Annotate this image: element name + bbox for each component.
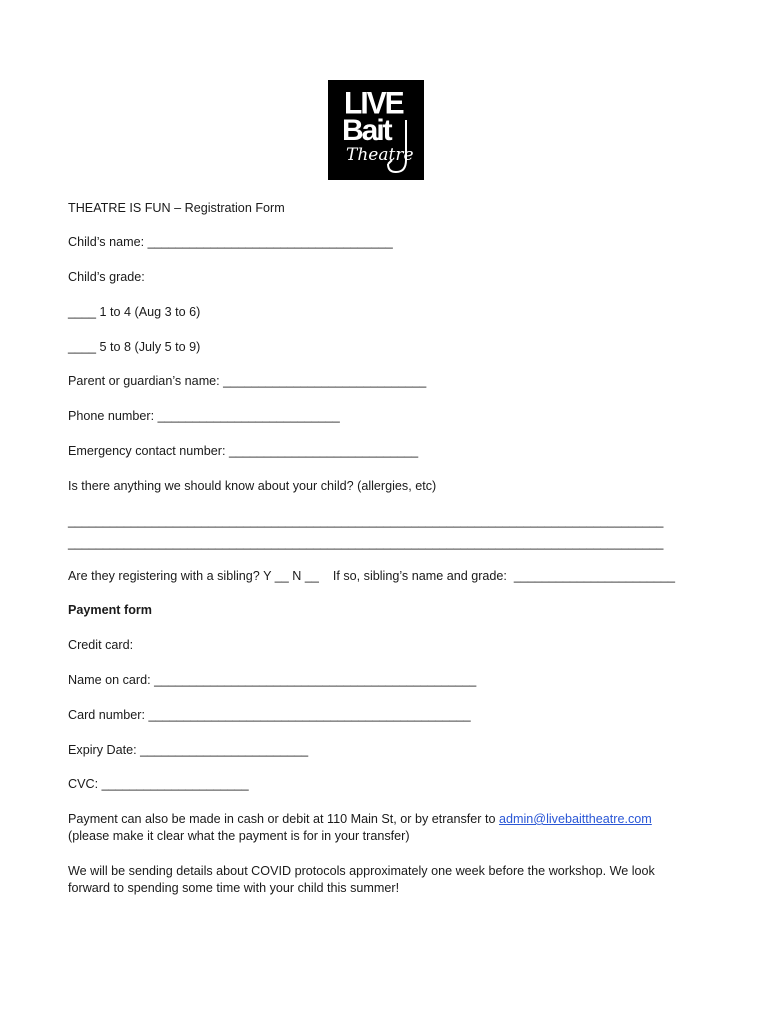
childs-grade-label: Child’s grade:	[68, 270, 145, 284]
answer-blank-line-2: _____________________________________________________________________________________	[68, 536, 664, 550]
fish-hook-icon	[328, 80, 424, 180]
name-on-card-field: Name on card: ______________________________________________	[68, 673, 477, 687]
sibling-question: Are they registering with a sibling? Y __ N __ If so, sibling’s name and grade: _______________________	[68, 569, 676, 583]
parent-name-field: Parent or guardian’s name: _____________________________	[68, 374, 427, 388]
card-number-field: Card number: ______________________________________________	[68, 708, 471, 722]
alt-payment-note: (please make it clear what the payment is for in your transfer)	[68, 829, 410, 843]
grade-option-1-to-4: ____ 1 to 4 (Aug 3 to 6)	[68, 305, 201, 319]
email-link[interactable]: admin@livebaittheatre.com	[499, 812, 652, 826]
logo-bait-text: Bait	[342, 114, 391, 147]
answer-blank-line-1: _____________________________________________________________________________________	[68, 514, 664, 528]
alt-payment-line	[68, 811, 652, 828]
cvc-field: CVC: _____________________	[68, 777, 249, 791]
closing-text-line-2: forward to spending some time with your child this summer!	[68, 881, 400, 895]
grade-option-5-to-8: ____ 5 to 8 (July 5 to 9)	[68, 340, 201, 354]
closing-text-line-1: We will be sending details about COVID protocols approximately one week before the workshop. We look	[68, 864, 655, 878]
childs-name-field: Child’s name: ___________________________________	[68, 235, 393, 249]
alt-payment-text: Payment can also be made in cash or debit at 110 Main St, or by etransfer to	[68, 812, 499, 826]
phone-number-field: Phone number: __________________________	[68, 409, 340, 423]
logo-live-text: LIVE	[344, 86, 403, 121]
logo-theatre-text: Theatre	[346, 145, 414, 165]
live-bait-theatre-logo	[328, 80, 424, 180]
credit-card-label: Credit card:	[68, 638, 134, 652]
expiry-date-field: Expiry Date: ________________________	[68, 743, 309, 757]
form-title: THEATRE IS FUN – Registration Form	[68, 201, 285, 215]
emergency-contact-field: Emergency contact number: ___________________________	[68, 444, 419, 458]
payment-form-heading: Payment form	[68, 603, 152, 617]
child-info-question: Is there anything we should know about your child? (allergies, etc)	[68, 479, 437, 493]
